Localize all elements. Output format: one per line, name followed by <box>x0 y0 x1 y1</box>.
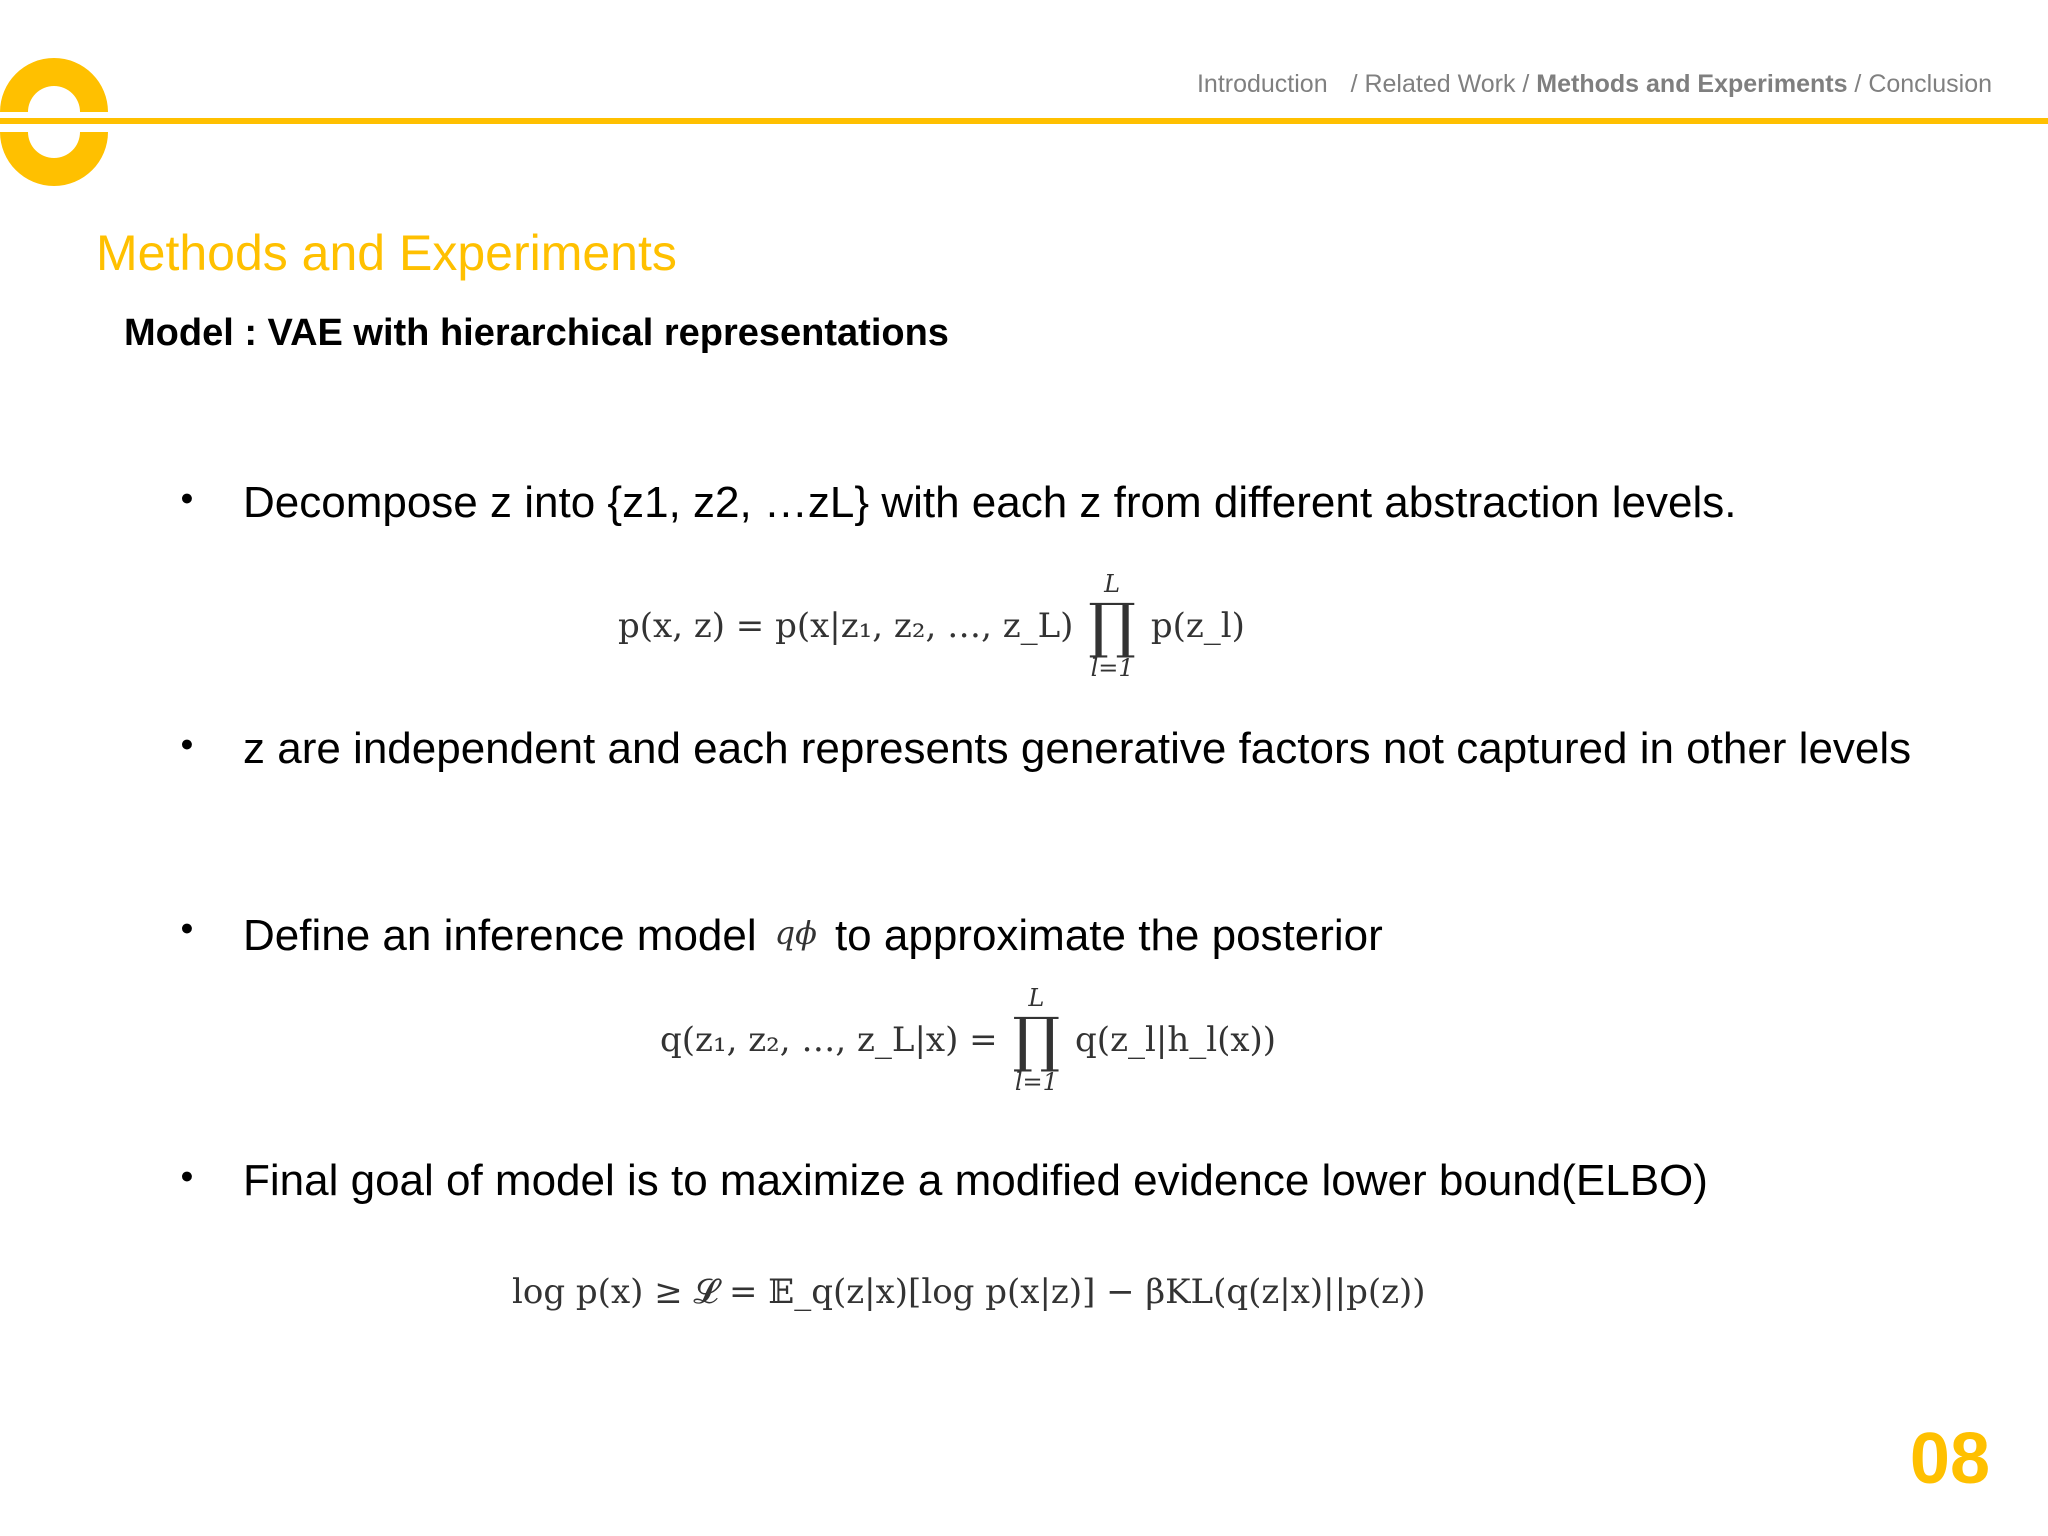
bullet-dot: ● <box>180 484 194 510</box>
equation-joint <box>618 572 1245 680</box>
header-rule <box>0 118 2048 124</box>
equation-joint-lhs: p(x, z) = p(x|z₁, z₂, …, z_L) <box>618 606 1074 646</box>
equation-inference-lhs: q(z₁, z₂, …, z_L|x) = <box>660 1020 998 1060</box>
bullet-text-3a: Define an inference model <box>243 911 757 960</box>
bullet-dot: ● <box>180 914 194 940</box>
bullet-dot: ● <box>180 730 194 756</box>
equation-inference-rhs: q(z_l|h_l(x)) <box>1075 1020 1277 1060</box>
section-title: Methods and Experiments <box>96 225 677 281</box>
product-lower-limit: l=1 <box>1014 1068 1058 1096</box>
nav-related-work[interactable]: / Related Work / <box>1350 70 1530 98</box>
bullet-text-2: z are independent and each represents generative factors not captured in other levels <box>243 724 1912 773</box>
bullet-text-3b: to approximate the posterior <box>834 911 1383 960</box>
product-operator: L ∏ l=1 <box>1012 984 1061 1096</box>
breadcrumb <box>1197 70 1992 99</box>
product-lower-limit: l=1 <box>1090 654 1134 682</box>
product-upper-limit: L <box>1028 984 1045 1012</box>
equation-joint-rhs: p(z_l) <box>1150 606 1245 646</box>
nav-methods[interactable]: Methods and Experiments <box>1536 70 1848 98</box>
equation-elbo: log p(x) ≥ 𝓛 = 𝔼_q(z|x)[log p(x|z)] − βKL(q(z|x)||p(z)) <box>512 1272 1426 1312</box>
product-upper-limit: L <box>1104 570 1121 598</box>
page-number: 08 <box>1909 1419 1990 1499</box>
equation-inference <box>660 986 1276 1094</box>
bullet-text-1: Decompose z into {z1, z2, …zL} with each z from different abstraction levels. <box>243 478 1737 527</box>
nav-introduction[interactable]: Introduction <box>1196 70 1328 98</box>
nav-conclusion[interactable]: / Conclusion <box>1854 70 1992 98</box>
bullet-text-4: Final goal of model is to maximize a modified evidence lower bound(ELBO) <box>243 1156 1708 1205</box>
bullet-dot: ● <box>180 1162 194 1188</box>
slide-subtitle: Model : VAE with hierarchical representations <box>124 312 949 354</box>
inference-model-symbol: qϕ <box>774 914 817 952</box>
product-operator: L ∏ l=1 <box>1088 570 1137 682</box>
bullet-text-3 <box>243 902 1383 967</box>
